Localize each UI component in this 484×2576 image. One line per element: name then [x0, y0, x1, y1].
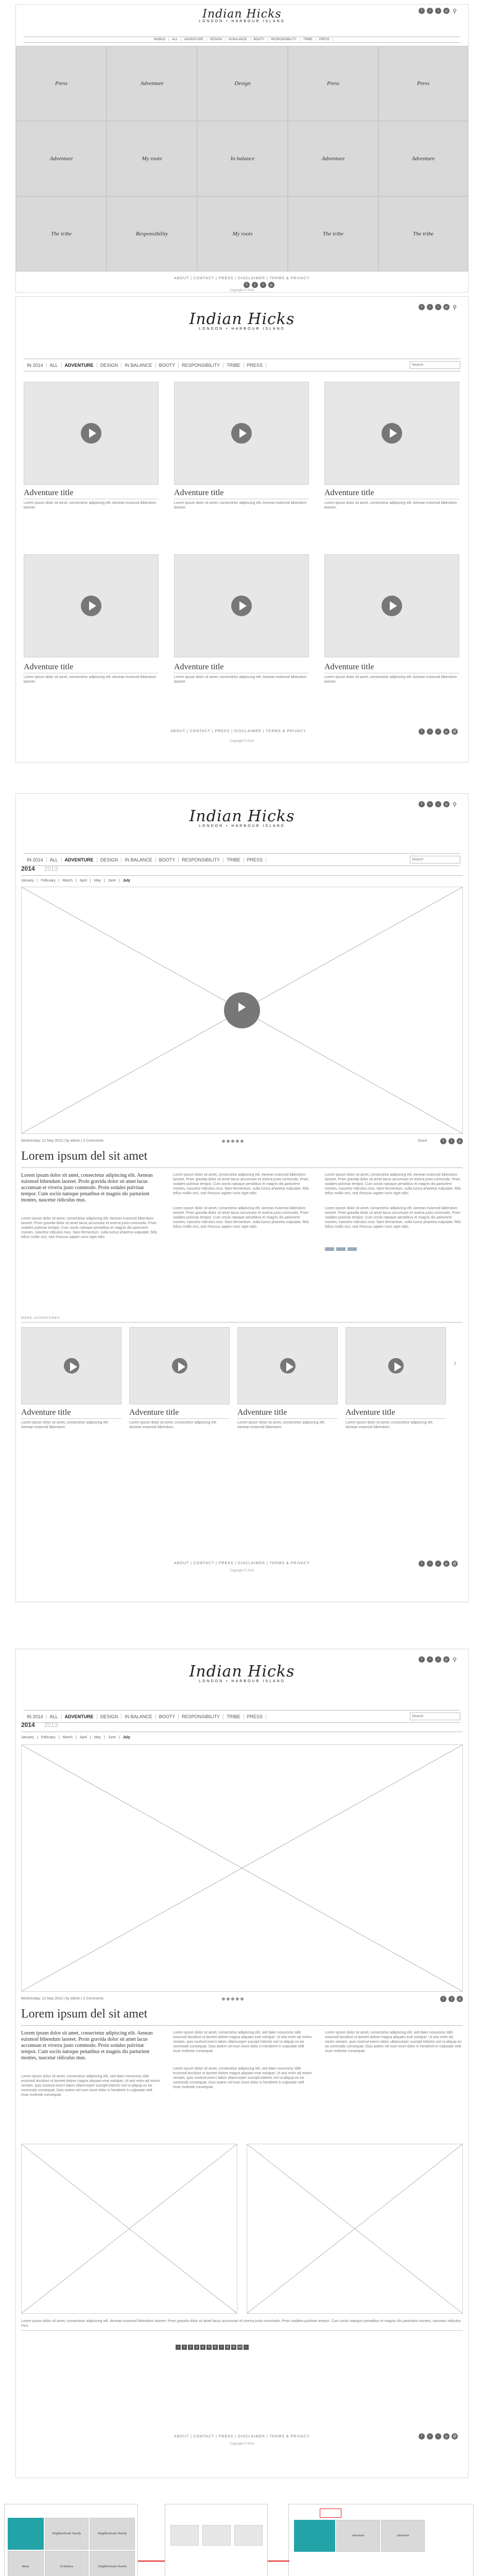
pinterest-icon[interactable]: p	[268, 282, 274, 288]
month-tab[interactable]: May	[94, 1736, 101, 1739]
flow-connector	[268, 2561, 289, 2562]
facebook-icon[interactable]: f	[419, 304, 425, 310]
tile[interactable]: The tribe	[288, 196, 378, 272]
footer-social	[244, 282, 274, 288]
gallery-article-frame	[15, 1649, 469, 2478]
pinterest-icon[interactable]: p	[443, 2433, 450, 2439]
month-tabs: January | February | March | April | May | June | July	[21, 1736, 130, 1739]
article-title: Lorem ipsum del sit amet	[21, 2007, 148, 2021]
article-text: Lorem ipsum dolor sit amet, consectetur adipiscing elit. Aenean euismod bibendum laoreet. Proin gravida dolor sit amet lacus accumsan et viverra justo commodo. Proin sodales pulvinar tempor. Cum sociis natoque penatibus et magnis dis parturient montes, nascetur ridiculus mus. Nam fermentum, nulla luctus pharetra vulputate, felis tellus mollis orci, sed rhoncus sapien nunc eget odio.	[173, 1173, 309, 1195]
play-icon[interactable]	[231, 596, 252, 616]
facebook-icon[interactable]: f	[419, 8, 425, 14]
nav-item[interactable]: TRIBE	[223, 363, 244, 368]
nav-item[interactable]: IN 2014	[24, 363, 47, 368]
tile[interactable]: My roots	[197, 196, 288, 272]
tile[interactable]: Neighborhoods Nearby	[90, 2551, 135, 2576]
nav-item[interactable]: ALL	[47, 857, 62, 862]
footer-links[interactable]: ABOUT | CONTACT | PRESS | DISCLAIMER | TERMS & PRIVACY	[174, 2435, 310, 2438]
page-button[interactable]: 3	[194, 2345, 199, 2350]
nav-item[interactable]: BOOTY	[251, 38, 268, 41]
month-tab[interactable]: May	[94, 879, 101, 883]
video-thumbnail[interactable]	[174, 382, 309, 485]
month-tab[interactable]: March	[62, 879, 73, 883]
pinterest-icon[interactable]: p	[457, 1138, 463, 1144]
pinterest-icon[interactable]: p	[443, 304, 450, 310]
instagram-icon[interactable]: i	[435, 1656, 441, 1663]
facebook-icon[interactable]: f	[419, 801, 425, 807]
card-title[interactable]: Adventure title	[237, 1408, 287, 1417]
page-button[interactable]: 6	[213, 2345, 218, 2350]
article-text: Lorem ipsum dolor sit amet, consectetur adipiscing elit. Aenean euismod bibendum laoreet. Proin gravida dolor sit amet lacus accumsan et viverra justo commodo. Proin sodales pulvinar tempor. Cum sociis natoque penatibus et magnis dis parturient montes, nascetur ridiculus mus. Nam fermentum, nulla luctus pharetra vulputate, felis tellus mollis orci, sed rhoncus sapien nunc eget odio.	[325, 1207, 461, 1229]
nav-item[interactable]: DESIGN	[97, 363, 122, 368]
twitter-icon[interactable]: t	[427, 1656, 433, 1663]
card-title[interactable]: Adventure title	[324, 663, 374, 671]
card-title[interactable]: Adventure title	[345, 1408, 395, 1417]
card-title[interactable]: Adventure title	[324, 488, 374, 497]
nav-item[interactable]: RESPONSIBILITY	[179, 363, 223, 368]
instagram-icon[interactable]: i	[435, 728, 441, 735]
tweet-button[interactable]	[336, 1247, 345, 1251]
like-button[interactable]	[325, 1247, 334, 1251]
accent-tile[interactable]	[8, 2518, 44, 2550]
play-icon[interactable]	[81, 596, 101, 616]
instagram-icon[interactable]: i	[435, 1561, 441, 1567]
pinterest-icon[interactable]: p	[457, 1996, 463, 2002]
video-thumbnail[interactable]	[202, 2525, 231, 2546]
month-tab[interactable]: January	[21, 1736, 34, 1739]
main-nav	[24, 37, 460, 43]
twitter-icon[interactable]: t	[427, 728, 433, 735]
nav-item[interactable]: PRESS	[244, 1714, 267, 1719]
email-icon[interactable]: @	[452, 1561, 458, 1567]
search-icon[interactable]: ⚲	[452, 801, 457, 808]
tile[interactable]: Adventure	[378, 121, 468, 196]
social-bar	[419, 1656, 458, 1663]
tile[interactable]: In balance	[45, 2551, 89, 2576]
tile[interactable]: Music	[8, 2551, 44, 2576]
article-lead: Lorem ipsum dolor sit amet, consectetur adipiscing elit. Aenean euismod bibendum laoreet. Proin gravida dolor sit amet lacus accumsan et viverra justo commodo. Proin sodales pulvinar tempor. Cum sociis natoque penatibus et magnis dis parturient montes, nascetur ridiculus mus.	[21, 2030, 153, 2061]
tile[interactable]: Adventure	[336, 2520, 380, 2552]
nav-item[interactable]: BOOTY	[156, 1714, 179, 1719]
facebook-icon[interactable]: f	[419, 1561, 425, 1567]
tile[interactable]: The tribe	[378, 196, 468, 272]
card-text: Lorem ipsum dolor sit amet, consectetur adipiscing elit. Aenean euismod bibendum laoreet.	[174, 499, 309, 510]
tile[interactable]: Press	[16, 46, 107, 121]
tile[interactable]: My roots	[107, 121, 197, 196]
page-button[interactable]: 1	[182, 2345, 187, 2350]
social-bar	[419, 304, 458, 310]
instagram-icon[interactable]: i	[435, 2433, 441, 2439]
gallery-image[interactable]	[21, 2144, 237, 2314]
gallery-caption: Lorem ipsum dolor sit amet, consectetur adipiscing elit. Aenean euismod bibendum laoreet. Proin gravida dolor sit amet lacus accumsan et viverra justo commodo. Proin sodales pulvinar tempor. Cum sociis natoque penatibus et magnis dis parturient montes, nascetur ridiculus mus.	[21, 2319, 463, 2331]
month-tab-active[interactable]: July	[123, 1736, 130, 1739]
nav-item[interactable]: BOOTY	[156, 857, 179, 862]
main-nav	[24, 1710, 460, 1723]
twitter-icon[interactable]: t	[427, 1561, 433, 1567]
pin-button[interactable]	[348, 1247, 357, 1251]
nav-item[interactable]: ALL	[169, 38, 181, 41]
footer-links[interactable]: ABOUT | CONTACT | PRESS | DISCLAIMER | TERMS & PRIVACY	[170, 730, 306, 733]
nav-item[interactable]: TRIBE	[223, 1714, 244, 1719]
facebook-icon[interactable]: f	[419, 1656, 425, 1663]
play-icon[interactable]	[382, 423, 402, 444]
logo-tagline: LONDON • HARBOUR ISLAND	[199, 824, 285, 828]
play-icon[interactable]	[382, 596, 402, 616]
article-text: Lorem ipsum dolor sit amet, consectetur adipiscing elit, sed diam nonummy nibh euismod tincidunt ut laoreet dolore magna aliquam erat volutpat. Ut wisi enim ad minim veniam, quis nostrud exerci tation ullamcorper suscipit lobortis nisl ut aliquip ex ea commodo consequat. Duis autem vel eum iriure dolor in hendrerit in vulputate velit esse molestie consequat.	[173, 2031, 312, 2053]
tile[interactable]: Press	[288, 46, 378, 121]
article-text: Lorem ipsum dolor sit amet, consectetur adipiscing elit, sed diam nonummy nibh euismod tincidunt ut laoreet dolore magna aliquam erat volutpat. Ut wisi enim ad minim veniam, quis nostrud exerci tation ullamcorper suscipit lobortis nisl ut aliquip ex ea commodo consequat. Duis autem vel eum iriure dolor in hendrerit in vulputate velit esse molestie consequat.	[21, 2075, 160, 2097]
facebook-icon[interactable]: f	[419, 728, 425, 735]
month-tab[interactable]: April	[79, 1736, 87, 1739]
tile[interactable]: Responsibility	[107, 196, 197, 272]
tile[interactable]: Press	[378, 46, 468, 121]
card-text: Lorem ipsum dolor sit amet, consectetur adipiscing elit. Aenean euismod bibendum.	[21, 1418, 122, 1430]
card-title[interactable]: Adventure title	[174, 488, 224, 497]
copyright: Copyright © 2014	[230, 2443, 254, 2446]
year-tab[interactable]: 2013	[44, 1721, 58, 1728]
tile[interactable]: Adventure	[107, 46, 197, 121]
article-title: Lorem ipsum del sit amet	[21, 1149, 148, 1163]
twitter-icon[interactable]: t	[427, 304, 433, 310]
month-tab[interactable]: June	[108, 1736, 116, 1739]
flow-screen-detail	[288, 2504, 474, 2576]
article-lead: Lorem ipsum dolor sit amet, consectetur adipiscing elit. Aenean euismod bibendum laoreet. Proin gravida dolor sit amet lacus accumsan et viverra justo commodo. Proin sodales pulvinar tempor. Cum sociis natoque penatibus et magnis dis parturient montes, nascetur ridiculus mus.	[21, 1173, 153, 1203]
flow-screen-listing	[165, 2504, 268, 2576]
footer-social	[419, 1561, 458, 1567]
nav-item-active[interactable]: ADVENTURE	[62, 363, 97, 368]
divider	[21, 1167, 463, 1168]
email-icon[interactable]: @	[452, 2433, 458, 2439]
month-tab[interactable]: April	[79, 879, 87, 883]
nav-item-active[interactable]: ADVENTURE	[62, 857, 97, 862]
month-tab[interactable]: June	[108, 879, 116, 883]
instagram-icon[interactable]: i	[435, 801, 441, 807]
listing-frame	[15, 296, 469, 762]
pinterest-icon[interactable]: p	[443, 1561, 450, 1567]
article-text: Lorem ipsum dolor sit amet, consectetur adipiscing elit, sed diam nonummy nibh euismod tincidunt ut laoreet dolore magna aliquam erat volutpat. Ut wisi enim ad minim veniam, quis nostrud exerci tation ullamcorper suscipit lobortis nisl ut aliquip ex ea commodo consequat. Duis autem vel eum iriure dolor in hendrerit in vulputate velit esse molestie consequat.	[173, 2067, 312, 2089]
video-thumbnail[interactable]	[129, 1327, 230, 1404]
card-text: Lorem ipsum dolor sit amet, consectetur adipiscing elit. Aenean euismod bibendum.	[345, 1418, 446, 1430]
video-thumbnail[interactable]	[324, 382, 459, 485]
nav-item[interactable]: ALL	[47, 1714, 62, 1719]
logo[interactable]	[16, 310, 468, 331]
logo-signature: Indian Hicks	[189, 310, 295, 328]
social-bar	[419, 801, 458, 807]
page-button[interactable]: 10	[238, 2345, 242, 2349]
nav-item[interactable]: IN BALANCE	[122, 857, 156, 862]
tile[interactable]: The tribe	[16, 196, 107, 272]
card-text: Lorem ipsum dolor sit amet, consectetur adipiscing elit. Aenean euismod bibendum laoreet.	[324, 499, 459, 510]
gallery-image[interactable]	[247, 2144, 463, 2314]
logo-tagline: LONDON • HARBOUR ISLAND	[199, 327, 285, 331]
card-text: Lorem ipsum dolor sit amet, consectetur adipiscing elit. Aenean euismod bibendum laoreet.	[24, 499, 159, 510]
footer-links[interactable]: ABOUT | CONTACT | PRESS | DISCLAIMER | TERMS & PRIVACY	[174, 1562, 310, 1565]
nav-item-active[interactable]: ADVENTURE	[62, 1714, 97, 1719]
card-text: Lorem ipsum dolor sit amet, consectetur adipiscing elit. Aenean euismod bibendum laoreet.	[24, 673, 159, 684]
article-text: Lorem ipsum dolor sit amet, consectetur adipiscing elit. Aenean euismod bibendum laoreet. Proin gravida dolor sit amet lacus accumsan et viverra justo commodo. Proin sodales pulvinar tempor. Cum sociis natoque penatibus et magnis dis parturient montes, nascetur ridiculus mus. Nam fermentum, nulla luctus pharetra vulputate, felis tellus mollis orci, sed rhoncus sapien nunc eget odio.	[21, 1217, 158, 1239]
carousel-dots[interactable]	[222, 1997, 244, 2001]
page-button[interactable]: 2	[188, 2345, 193, 2350]
divider	[21, 875, 463, 876]
nav-item[interactable]: PRESS	[244, 363, 267, 368]
divider	[21, 2025, 463, 2026]
instagram-icon[interactable]: i	[435, 304, 441, 310]
card-title[interactable]: Adventure title	[174, 663, 224, 671]
tile[interactable]: Adventure	[16, 121, 107, 196]
logo-signature: Indian Hicks	[189, 1663, 295, 1681]
twitter-icon[interactable]: t	[448, 1138, 455, 1144]
twitter-icon[interactable]: t	[427, 8, 433, 14]
page-button[interactable]: 4	[200, 2345, 205, 2350]
prev-page-icon[interactable]: ‹	[176, 2345, 181, 2350]
page-button[interactable]: 9	[231, 2345, 236, 2350]
play-icon[interactable]	[224, 992, 260, 1028]
play-icon[interactable]	[280, 1358, 296, 1374]
logo-signature: Indian Hicks	[189, 807, 295, 825]
card-title[interactable]: Adventure title	[129, 1408, 179, 1417]
play-icon[interactable]	[64, 1358, 79, 1374]
twitter-icon[interactable]: t	[427, 801, 433, 807]
share-label[interactable]: Share	[418, 1139, 427, 1143]
card-text: Lorem ipsum dolor sit amet, consectetur adipiscing elit. Aenean euismod bibendum laoreet.	[174, 673, 309, 684]
facebook-icon[interactable]: f	[440, 1996, 446, 2002]
logo[interactable]	[16, 8, 468, 23]
share-icons	[440, 1996, 463, 2002]
card-title[interactable]: Adventure title	[24, 663, 74, 671]
nav-item[interactable]: IN BALANCE	[122, 363, 156, 368]
logo-tagline: LONDON • HARBOUR ISLAND	[199, 1680, 285, 1683]
play-icon[interactable]	[231, 423, 252, 444]
month-tab[interactable]: February	[41, 1736, 56, 1739]
main-nav	[24, 359, 460, 371]
pagination	[176, 2345, 249, 2350]
search-icon[interactable]: ⚲	[452, 1656, 457, 1663]
instagram-icon[interactable]: i	[435, 8, 441, 14]
month-tabs: January | February | March | April | May | June | July	[21, 879, 130, 883]
video-player[interactable]	[21, 887, 463, 1134]
nav-item[interactable]: RESPONSIBILITY	[179, 1714, 223, 1719]
search-input[interactable]	[410, 856, 460, 863]
pinterest-icon[interactable]: p	[443, 1656, 450, 1663]
tile[interactable]: In balance	[197, 121, 288, 196]
pinterest-icon[interactable]: p	[443, 801, 450, 807]
nav-item[interactable]: RESPONSIBILITY	[268, 38, 300, 41]
card-title[interactable]: Adventure title	[21, 1408, 71, 1417]
tile[interactable]: Design	[197, 46, 288, 121]
nav-item[interactable]: IN 2014	[24, 1714, 47, 1719]
twitter-icon[interactable]: t	[252, 282, 258, 288]
divider	[21, 1322, 463, 1323]
month-tab-active[interactable]: July	[123, 879, 130, 883]
card-text: Lorem ipsum dolor sit amet, consectetur adipiscing elit. Aenean euismod bibendum.	[237, 1418, 338, 1430]
video-thumbnail[interactable]	[174, 554, 309, 657]
twitter-icon[interactable]: t	[427, 2433, 433, 2439]
nav-item[interactable]: ALL	[47, 363, 62, 368]
year-tabs	[21, 1721, 58, 1728]
article-text: Lorem ipsum dolor sit amet, consectetur adipiscing elit, sed diam nonummy nibh euismod tincidunt ut laoreet dolore magna aliquam erat volutpat. Ut wisi enim ad minim veniam, quis nostrud exerci tation ullamcorper suscipit lobortis nisl ut aliquip ex ea commodo consequat. Duis autem vel eum iriure dolor in hendrerit in vulputate velit esse molestie consequat.	[325, 2031, 461, 2053]
page-button[interactable]: 5	[206, 2345, 212, 2350]
facebook-icon[interactable]: f	[419, 2433, 425, 2439]
video-thumbnail[interactable]	[24, 382, 159, 485]
month-tab[interactable]: March	[62, 1736, 73, 1739]
video-thumbnail[interactable]	[345, 1327, 446, 1404]
article-text: Lorem ipsum dolor sit amet, consectetur adipiscing elit. Aenean euismod bibendum laoreet. Proin gravida dolor sit amet lacus accumsan et viverra justo commodo. Proin sodales pulvinar tempor. Cum sociis natoque penatibus et magnis dis parturient montes, nascetur ridiculus mus. Nam fermentum, nulla luctus pharetra vulputate, felis tellus mollis orci, sed rhoncus sapien nunc eget odio.	[173, 1207, 309, 1229]
email-icon[interactable]: @	[452, 728, 458, 735]
nav-item[interactable]: TRIBE	[300, 38, 316, 41]
search-icon[interactable]: ⚲	[452, 8, 457, 14]
twitter-icon[interactable]: t	[448, 1996, 455, 2002]
nav-item[interactable]: PRESS	[316, 38, 333, 41]
tile[interactable]: Neighborhoods Nearby	[90, 2518, 135, 2550]
share-buttons	[325, 1247, 357, 1251]
flow-screen-home	[4, 2504, 138, 2576]
video-thumbnail[interactable]	[324, 554, 459, 657]
highlight-box	[320, 2509, 341, 2518]
nav-item[interactable]: DESIGN	[97, 857, 122, 862]
tile[interactable]: Adventure	[288, 121, 378, 196]
nav-item[interactable]: IN BALANCE	[226, 38, 251, 41]
logo[interactable]	[16, 1663, 468, 1683]
footer-social	[419, 728, 458, 735]
copyright: Copyright © 2014	[230, 1569, 254, 1572]
year-tab-active[interactable]: 2014	[21, 1721, 35, 1728]
main-nav	[24, 853, 460, 866]
year-tab-active[interactable]: 2014	[21, 865, 35, 872]
copyright: Copyright © 2014	[230, 740, 254, 743]
page-button[interactable]: 8	[225, 2345, 230, 2350]
nav-item[interactable]: IN BALANCE	[122, 1714, 156, 1719]
nav-item[interactable]: RESPONSIBILITY	[179, 857, 223, 862]
footer-social	[419, 2433, 458, 2439]
tile-grid	[16, 46, 468, 273]
section-label: MORE ADVENTURES	[21, 1317, 60, 1320]
video-thumbnail[interactable]	[170, 2525, 199, 2546]
card-title[interactable]: Adventure title	[24, 488, 74, 497]
search-input[interactable]	[410, 1713, 460, 1720]
nav-item[interactable]: IN 2014	[24, 857, 47, 862]
play-icon[interactable]	[172, 1358, 187, 1374]
carousel-dots[interactable]	[222, 1140, 244, 1143]
video-thumbnail[interactable]	[234, 2525, 263, 2546]
search-icon[interactable]: ⚲	[452, 304, 457, 311]
logo-tagline: LONDON • HARBOUR ISLAND	[199, 20, 285, 23]
nav-item[interactable]: DESIGN	[97, 1714, 122, 1719]
nav-item[interactable]: TRIBE	[223, 857, 244, 862]
instagram-icon[interactable]: i	[260, 282, 266, 288]
next-arrow-icon[interactable]: ›	[454, 1358, 457, 1368]
video-thumbnail[interactable]	[237, 1327, 338, 1404]
pinterest-icon[interactable]: p	[443, 728, 450, 735]
pinterest-icon[interactable]: p	[443, 8, 450, 14]
card-text: Lorem ipsum dolor sit amet, consectetur adipiscing elit. Aenean euismod bibendum.	[129, 1418, 230, 1430]
nav-item[interactable]: DESIGN	[207, 38, 226, 41]
hero-image[interactable]	[21, 1744, 463, 1992]
tile[interactable]: Adventure	[381, 2520, 425, 2552]
card-text: Lorem ipsum dolor sit amet, consectetur adipiscing elit. Aenean euismod bibendum laoreet.	[324, 673, 459, 684]
footer-links[interactable]: ABOUT | CONTACT | PRESS | DISCLAIMER | TERMS & PRIVACY	[174, 277, 310, 280]
search-input[interactable]	[410, 361, 460, 369]
page-button[interactable]: 7	[219, 2345, 224, 2350]
logo[interactable]	[16, 807, 468, 828]
accent-tile[interactable]	[294, 2520, 335, 2552]
share-icons	[440, 1138, 463, 1144]
nav-item[interactable]: WORLD	[151, 38, 169, 41]
home-frame	[15, 4, 469, 293]
month-tab[interactable]: January	[21, 879, 34, 883]
video-thumbnail[interactable]	[24, 554, 159, 657]
year-tabs	[21, 865, 58, 872]
play-icon[interactable]	[388, 1358, 404, 1374]
video-thumbnail[interactable]	[21, 1327, 122, 1404]
logo-signature: Indian Hicks	[202, 8, 282, 21]
facebook-icon[interactable]: f	[440, 1138, 446, 1144]
tile[interactable]: Neighborhoods Nearby	[45, 2518, 89, 2550]
year-tab[interactable]: 2013	[44, 865, 58, 872]
next-page-icon[interactable]: ›	[244, 2345, 249, 2350]
post-meta: Wednesday, 12 May 2013 | by admin | 0 Comments	[21, 1139, 104, 1143]
nav-item[interactable]: PRESS	[244, 857, 267, 862]
post-meta: Wednesday, 12 May 2013 | by admin | 0 Comments	[21, 1997, 104, 2001]
copyright: Copyright © 2014	[230, 289, 254, 292]
facebook-icon[interactable]: f	[244, 282, 250, 288]
flow-connector	[138, 2561, 165, 2562]
nav-item[interactable]: BOOTY	[156, 363, 179, 368]
nav-item[interactable]: ADVENTURE	[181, 38, 207, 41]
article-text: Lorem ipsum dolor sit amet, consectetur adipiscing elit. Aenean euismod bibendum laoreet. Proin gravida dolor sit amet lacus accumsan et viverra justo commodo. Proin sodales pulvinar tempor. Cum sociis natoque penatibus et magnis dis parturient montes, nascetur ridiculus mus. Nam fermentum, nulla luctus pharetra vulputate, felis tellus mollis orci, sed rhoncus sapien nunc eget odio.	[325, 1173, 461, 1195]
video-article-frame	[15, 793, 469, 1602]
month-tab[interactable]: February	[41, 879, 56, 883]
play-icon[interactable]	[81, 423, 101, 444]
